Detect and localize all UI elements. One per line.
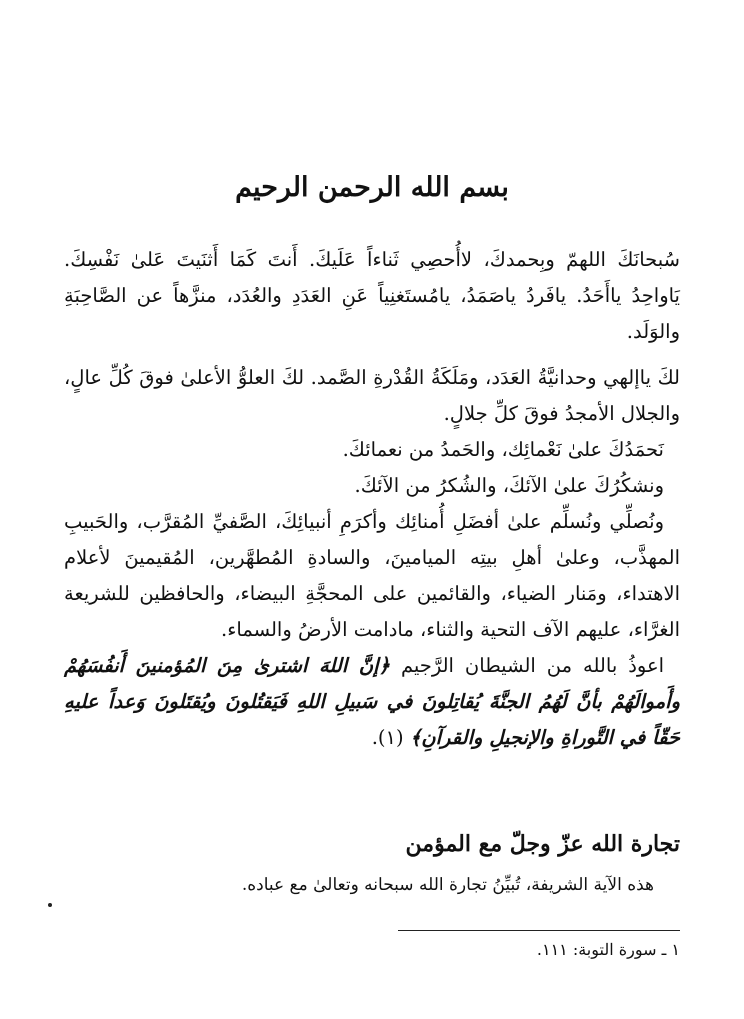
footnote-divider [398, 930, 680, 931]
paragraph-praise: سُبحانَكَ اللهمّ وبِحمدكَ، لاأُحصِي ثَناءاً عَلَيكَ. أَنتَ كَمَا أَثنَيتَ عَلىٰ نَفْسِكَ. يَاواحِدُ ياأَحَدُ. يافَردُ ياصَمَدُ، يامُستَغنِياً عَنِ العَدَدِ والعُدَد، منزَّهاً عن الصَّاحِبَةِ والوَلَد. [64, 248, 680, 343]
footnote-marker: (١). [371, 726, 404, 749]
basmala-heading: بسم الله الرحمن الرحيم [235, 172, 509, 203]
verse-intro: اعوذُ بالله من الشيطان الرَّجيم [400, 654, 665, 677]
paragraph-oneness: لكَ ياإلهي وحدانيَّةُ العَدَد، ومَلَكَةُ القُدْرةِ الصَّمد. لكَ العلوُّ الأعلىٰ فوقَ كُلِّ عالٍ، والجلال الأمجدُ فوقَ كلِّ جلالٍ. [64, 366, 680, 425]
body-text [64, 242, 680, 756]
section-heading: تجارة الله عزّ وجلّ مع المؤمن [405, 831, 680, 857]
paragraph-verse [64, 648, 680, 756]
quran-verse: ﴿إنَّ اللهَ اشترىٰ مِنَ المُؤمنينَ أَنفُسَهُمْ وأَموالَهُمْ بأنَّ لَهُمُ الجنَّةَ يُقاتِلونَ في سَبيلِ اللهِ فَيَقتُلونَ ويُقتَلونَ وَعداً عليهِ حَقّاً في التَّوراةِ والإنجيلِ والقرآنِ﴾ [64, 654, 680, 749]
footnote: ١ ـ سورة التوبة: ١١١. [536, 940, 680, 959]
margin-dot [48, 903, 52, 907]
paragraph-salutation: ونُصلِّي ونُسلِّم علىٰ أفضَلِ أُمنائِك وأكرَمِ أنبيائِكَ، الصَّفيِّ المُقرَّب، والحَبيبِ المهذَّب، وعلىٰ أهلِ بيتِه الميامينَ، والسادةِ المُطهَّرين، المُقيمينَ لأعلام الاهتداء، ومَنار الضياء، والقائمين على المحجَّةِ البيضاء، والحافظين للشريعة الغرَّاء، عليهم الآف التحية والثناء، مادامت الأرضُ والسماء. [64, 510, 680, 641]
paragraph-thanks: ونشكُرُكَ علىٰ الآئكَ، والشُكرُ من الآئكَ. [354, 474, 664, 497]
paragraph-gratitude: نَحمَدُكَ علىٰ نَعْمائِك، والحَمدُ من نعمائكَ. [342, 438, 664, 461]
section-text: هذه الآية الشريفة، تُبيِّنُ تجارة الله سبحانه وتعالىٰ مع عباده. [241, 875, 654, 895]
